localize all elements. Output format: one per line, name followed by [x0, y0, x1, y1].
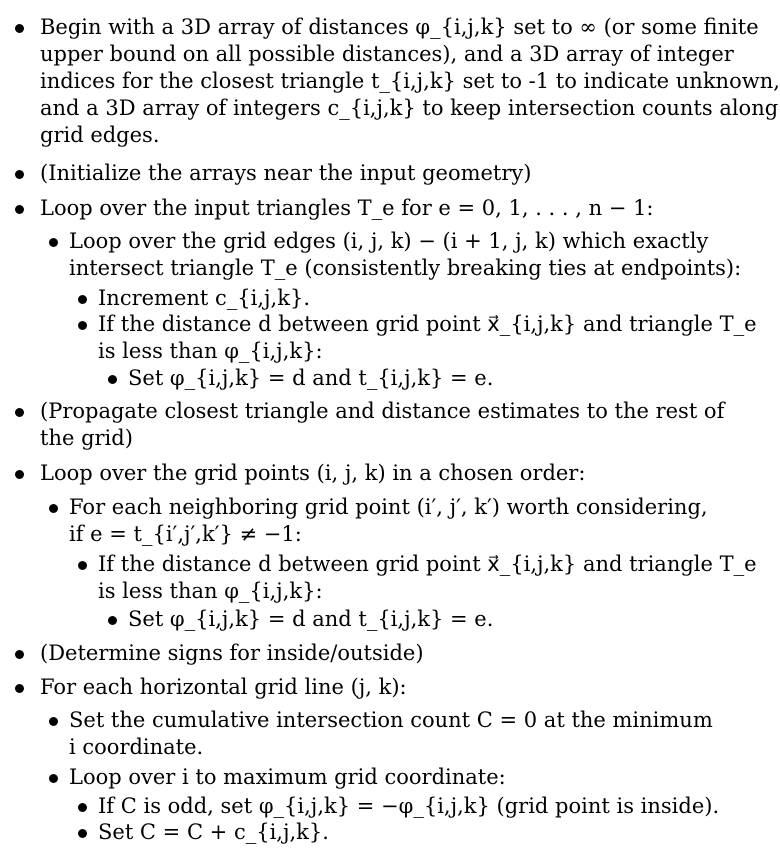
item-line: If the distance d between grid point x⃗_{i,j,k} and triangle T_e	[98, 552, 757, 576]
item-line: grid edges.	[40, 123, 160, 147]
list-item	[98, 819, 329, 846]
list-item	[40, 160, 531, 187]
list-item	[40, 398, 724, 452]
bullet-icon	[78, 295, 87, 304]
list-item	[40, 640, 424, 667]
bullet-icon	[49, 504, 58, 513]
item-line: is less than φ_{i,j,k}:	[98, 339, 323, 363]
list-item	[40, 195, 654, 222]
bullet-icon	[49, 238, 58, 247]
bullet-icon	[78, 561, 87, 570]
item-line: Begin with a 3D array of distances φ_{i,j,k} set to ∞ (or some finite	[40, 15, 759, 39]
list-item	[98, 793, 719, 820]
bullet-icon	[15, 205, 24, 214]
item-line: (Initialize the arrays near the input geometry)	[40, 161, 532, 185]
item-line: For each neighboring grid point (i′, j′, k′) worth considering,	[69, 495, 708, 519]
item-line: and a 3D array of integers c_{i,j,k} to keep intersection counts along	[40, 96, 779, 120]
item-line: if e = t_{i′,j′,k′} ≠ −1:	[69, 522, 302, 546]
item-line: Loop over i to maximum grid coordinate:	[69, 765, 506, 789]
list-item	[98, 285, 310, 312]
list-item	[98, 311, 757, 365]
list-item	[40, 674, 407, 701]
item-line: Set the cumulative intersection count C = 0 at the minimum	[69, 708, 713, 732]
bullet-icon	[78, 829, 87, 838]
list-item	[69, 494, 708, 548]
item-line: indices for the closest triangle t_{i,j,k} set to -1 to indicate unknown,	[40, 69, 780, 93]
bullet-icon	[15, 170, 24, 179]
bullet-icon	[49, 717, 58, 726]
bullet-icon	[78, 803, 87, 812]
item-line: upper bound on all possible distances), and a 3D array of integer	[40, 42, 734, 66]
item-line: Loop over the input triangles T_e for e = 0, 1, . . . , n − 1:	[40, 196, 654, 220]
list-item	[128, 365, 493, 392]
bullet-icon	[108, 375, 117, 384]
bullet-icon	[15, 24, 24, 33]
bullet-icon	[15, 408, 24, 417]
item-line: If the distance d between grid point x⃗_{i,j,k} and triangle T_e	[98, 312, 757, 336]
item-line: Set φ_{i,j,k} = d and t_{i,j,k} = e.	[128, 366, 494, 390]
item-line: Increment c_{i,j,k}.	[98, 286, 310, 310]
list-item	[128, 606, 493, 633]
item-line: Loop over the grid points (i, j, k) in a chosen order:	[40, 461, 586, 485]
item-line: the grid)	[40, 426, 133, 450]
list-item	[69, 764, 506, 791]
bullet-icon	[15, 470, 24, 479]
bullet-icon	[15, 684, 24, 693]
item-line: Loop over the grid edges (i, j, k) − (i + 1, j, k) which exactly	[69, 229, 709, 253]
item-line: (Propagate closest triangle and distance estimates to the rest of	[40, 399, 725, 423]
list-item	[69, 228, 741, 282]
item-line: intersect triangle T_e (consistently breaking ties at endpoints):	[69, 256, 742, 280]
item-line: (Determine signs for inside/outside)	[40, 641, 424, 665]
item-line: is less than φ_{i,j,k}:	[98, 579, 323, 603]
list-item	[40, 460, 585, 487]
bullet-icon	[15, 650, 24, 659]
item-line: For each horizontal grid line (j, k):	[40, 675, 407, 699]
list-item	[69, 707, 713, 761]
list-item	[98, 551, 757, 605]
bullet-icon	[78, 321, 87, 330]
list-item	[40, 14, 780, 149]
item-line: Set φ_{i,j,k} = d and t_{i,j,k} = e.	[128, 607, 494, 631]
item-line: Set C = C + c_{i,j,k}.	[98, 820, 329, 844]
bullet-icon	[108, 616, 117, 625]
bullet-icon	[49, 774, 58, 783]
item-line: i coordinate.	[69, 735, 204, 759]
item-line: If C is odd, set φ_{i,j,k} = −φ_{i,j,k} (grid point is inside).	[98, 794, 720, 818]
